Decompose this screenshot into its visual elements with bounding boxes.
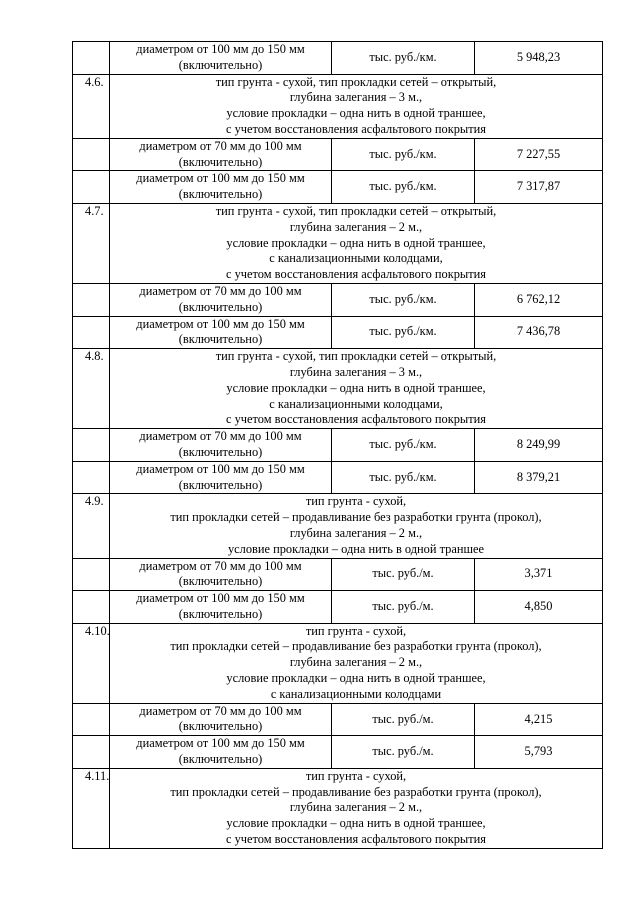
empty-number-cell — [73, 461, 110, 494]
empty-number-cell — [73, 138, 110, 171]
diameter-line: диаметром от 100 мм до 150 мм — [136, 316, 305, 331]
section-number: 4.6. — [73, 74, 110, 138]
condition-line: тип грунта - сухой, — [305, 623, 407, 638]
condition-line: с учетом восстановления асфальтового покрытия — [226, 412, 486, 427]
section-conditions — [110, 349, 603, 429]
value-cell: 7 317,87 — [475, 171, 603, 204]
detail-row — [73, 558, 603, 591]
condition-line: глубина залегания – 2 м., — [289, 525, 423, 540]
condition-line: тип грунта - сухой, тип прокладки сетей – открытый, — [215, 349, 497, 364]
diameter-line: диаметром от 70 мм до 100 мм — [139, 283, 302, 298]
diameter-line: (включительно) — [178, 719, 263, 734]
diameter-cell — [110, 283, 332, 316]
detail-row — [73, 171, 603, 204]
section-number: 4.8. — [73, 349, 110, 429]
value-cell: 5,793 — [475, 736, 603, 769]
condition-line: глубина залегания – 2 м., — [289, 655, 423, 670]
section-row — [73, 768, 603, 848]
unit-cell: тыс. руб./км. — [332, 429, 475, 462]
condition-line: тип прокладки сетей – продавливание без разработки грунта (прокол), — [170, 784, 542, 799]
condition-line: тип прокладки сетей – продавливание без разработки грунта (прокол), — [170, 510, 542, 525]
section-number: 4.7. — [73, 203, 110, 283]
detail-row — [73, 42, 603, 75]
empty-number-cell — [73, 591, 110, 624]
diameter-line: диаметром от 100 мм до 150 мм — [136, 461, 305, 476]
detail-row — [73, 316, 603, 349]
diameter-cell — [110, 138, 332, 171]
section-number: 4.9. — [73, 494, 110, 558]
unit-cell: тыс. руб./км. — [332, 171, 475, 204]
condition-line: условие прокладки – одна нить в одной траншее, — [226, 671, 486, 686]
condition-line: глубина залегания – 3 м., — [289, 90, 423, 105]
diameter-line: (включительно) — [178, 332, 263, 347]
condition-line: условие прокладки – одна нить в одной траншее, — [226, 380, 486, 395]
detail-row — [73, 283, 603, 316]
empty-number-cell — [73, 171, 110, 204]
condition-line: тип грунта - сухой, — [305, 494, 407, 509]
detail-row — [73, 461, 603, 494]
diameter-line: диаметром от 70 мм до 100 мм — [139, 703, 302, 718]
value-cell: 3,371 — [475, 558, 603, 591]
condition-line: с канализационными колодцами, — [269, 396, 443, 411]
detail-row — [73, 429, 603, 462]
section-number: 4.10. — [73, 623, 110, 703]
unit-cell: тыс. руб./м. — [332, 591, 475, 624]
diameter-cell — [110, 558, 332, 591]
diameter-line: (включительно) — [178, 57, 263, 72]
diameter-cell — [110, 703, 332, 736]
unit-cell: тыс. руб./км. — [332, 283, 475, 316]
detail-row — [73, 138, 603, 171]
unit-cell: тыс. руб./км. — [332, 461, 475, 494]
condition-line: с учетом восстановления асфальтового покрытия — [226, 267, 486, 282]
section-row — [73, 349, 603, 429]
empty-number-cell — [73, 316, 110, 349]
diameter-line: диаметром от 70 мм до 100 мм — [139, 558, 302, 573]
diameter-line: (включительно) — [178, 299, 263, 314]
empty-number-cell — [73, 429, 110, 462]
condition-line: глубина залегания – 2 м., — [289, 219, 423, 234]
detail-row — [73, 703, 603, 736]
diameter-line: диаметром от 70 мм до 100 мм — [139, 138, 302, 153]
diameter-cell — [110, 316, 332, 349]
document-page — [72, 41, 602, 849]
condition-line: условие прокладки – одна нить в одной траншее — [227, 541, 485, 556]
diameter-cell — [110, 171, 332, 204]
diameter-line: диаметром от 100 мм до 150 мм — [136, 171, 305, 186]
diameter-cell — [110, 42, 332, 75]
value-cell: 7 227,55 — [475, 138, 603, 171]
diameter-line: (включительно) — [178, 477, 263, 492]
empty-number-cell — [73, 283, 110, 316]
unit-cell: тыс. руб./км. — [332, 316, 475, 349]
condition-line: с канализационными колодцами — [270, 686, 442, 701]
tariff-table-body — [73, 42, 603, 849]
condition-line: с учетом восстановления асфальтового покрытия — [226, 832, 486, 847]
empty-number-cell — [73, 42, 110, 75]
condition-line: тип грунта - сухой, тип прокладки сетей – открытый, — [215, 203, 497, 218]
condition-line: тип грунта - сухой, тип прокладки сетей – открытый, — [215, 74, 497, 89]
condition-line: условие прокладки – одна нить в одной траншее, — [226, 235, 486, 250]
value-cell: 8 379,21 — [475, 461, 603, 494]
condition-line: с учетом восстановления асфальтового покрытия — [226, 121, 486, 136]
value-cell: 4,850 — [475, 591, 603, 624]
condition-line: тип грунта - сухой, — [305, 768, 407, 783]
section-row — [73, 494, 603, 558]
diameter-line: (включительно) — [178, 606, 263, 621]
unit-cell: тыс. руб./м. — [332, 558, 475, 591]
empty-number-cell — [73, 703, 110, 736]
diameter-line: (включительно) — [178, 154, 263, 169]
section-row — [73, 74, 603, 138]
value-cell: 4,215 — [475, 703, 603, 736]
condition-line: условие прокладки – одна нить в одной траншее, — [226, 106, 486, 121]
diameter-line: диаметром от 100 мм до 150 мм — [136, 42, 305, 56]
diameter-line: диаметром от 100 мм до 150 мм — [136, 736, 305, 751]
section-conditions — [110, 768, 603, 848]
diameter-line: (включительно) — [178, 574, 263, 589]
detail-row — [73, 591, 603, 624]
diameter-cell — [110, 429, 332, 462]
value-cell: 6 762,12 — [475, 283, 603, 316]
value-cell: 8 249,99 — [475, 429, 603, 462]
section-conditions — [110, 74, 603, 138]
empty-number-cell — [73, 558, 110, 591]
value-cell: 7 436,78 — [475, 316, 603, 349]
condition-line: условие прокладки – одна нить в одной траншее, — [226, 816, 486, 831]
condition-line: тип прокладки сетей – продавливание без разработки грунта (прокол), — [170, 639, 542, 654]
condition-line: глубина залегания – 3 м., — [289, 364, 423, 379]
section-row — [73, 623, 603, 703]
condition-line: с канализационными колодцами, — [269, 251, 443, 266]
diameter-line: (включительно) — [178, 444, 263, 459]
unit-cell: тыс. руб./км. — [332, 42, 475, 75]
section-conditions — [110, 203, 603, 283]
diameter-line: (включительно) — [178, 187, 263, 202]
section-conditions — [110, 623, 603, 703]
unit-cell: тыс. руб./м. — [332, 703, 475, 736]
unit-cell: тыс. руб./км. — [332, 138, 475, 171]
unit-cell: тыс. руб./м. — [332, 736, 475, 769]
section-row — [73, 203, 603, 283]
section-conditions — [110, 494, 603, 558]
diameter-cell — [110, 461, 332, 494]
diameter-cell — [110, 736, 332, 769]
value-cell: 5 948,23 — [475, 42, 603, 75]
detail-row — [73, 736, 603, 769]
tariff-table — [72, 41, 603, 849]
diameter-cell — [110, 591, 332, 624]
condition-line: глубина залегания – 2 м., — [289, 800, 423, 815]
diameter-line: диаметром от 100 мм до 150 мм — [136, 591, 305, 606]
empty-number-cell — [73, 736, 110, 769]
diameter-line: диаметром от 70 мм до 100 мм — [139, 429, 302, 444]
section-number: 4.11. — [73, 768, 110, 848]
diameter-line: (включительно) — [178, 752, 263, 767]
